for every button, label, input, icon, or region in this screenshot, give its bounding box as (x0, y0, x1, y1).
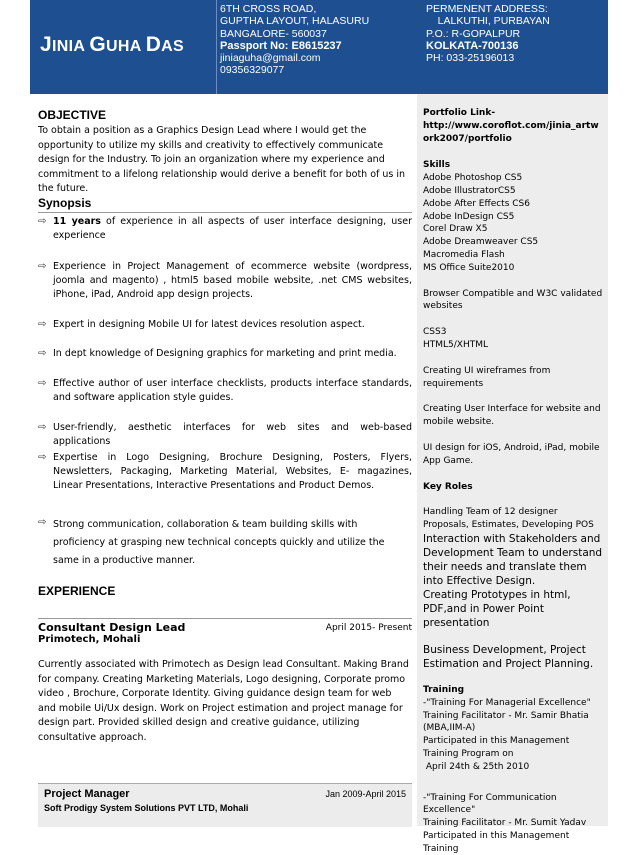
skill-note: HTML5/XHTML (423, 339, 489, 350)
skill-item: Adobe InDesign CS5 (423, 211, 515, 222)
current-address (220, 3, 369, 77)
role-item: Proposals, Estimates, Developing POS (423, 520, 594, 531)
skill-note: Creating User Interface for website and mobile website. (423, 404, 601, 428)
key-roles-heading: Key Roles (423, 481, 473, 492)
section-divider (38, 618, 412, 619)
skill-note: Browser Compatible and W3C validated websites (423, 288, 603, 312)
job-company: Soft Prodigy System Solutions PVT LTD, Mohali (44, 803, 249, 813)
job-dates: April 2015- Present (325, 623, 412, 633)
experience-heading: EXPERIENCE (38, 584, 116, 598)
skill-note: UI design for iOS, Android, iPad, mobile App Game. (423, 442, 600, 466)
objective-text: To obtain a position as a Graphics Design Lead where I would get the opportunity to utilize my skills and creativity to effectively communicate design for the Industry. To join an organization where my experience and commitment to a lifelong relationship would derive a benefit for both of us in the future. (38, 125, 406, 194)
phone-number: 09356329077 (220, 64, 285, 77)
training-heading: Training (423, 684, 465, 695)
synopsis-bullet: ⇨ In dept knowledge of Designing graphics for marketing and print media. (38, 348, 397, 359)
skill-item: Adobe Photoshop CS5 (423, 173, 523, 184)
job-entry (38, 783, 412, 827)
address-line: GUPTHA LAYOUT, HALASURU (220, 15, 370, 28)
role-item: Interaction with Stakeholders and Development Team to understand their needs and translate them into Effective Design. (423, 532, 603, 587)
portfolio-label: Portfolio Link- (423, 108, 496, 118)
sidebar (417, 94, 608, 854)
job-dates: Jan 2009-April 2015 (325, 789, 406, 799)
skill-item: Adobe Dreamweaver CS5 (423, 237, 539, 248)
arrow-icon: ⇨ (38, 517, 47, 528)
synopsis-bullet: ⇨ Expert in designing Mobile UI for latest devices resolution aspect. (38, 319, 365, 330)
training-line: Training Facilitator - Mr. Samir Bhatia (MBA,IIM-A) (423, 710, 589, 734)
training-line: Training Facilitator - Mr. Sumit Yadav (423, 818, 587, 829)
address-line: BANGALORE- 560037 (220, 27, 327, 40)
skill-note: CSS3 (423, 327, 447, 338)
role-item: Creating Prototypes in html, PDF,and in Power Point presentation (423, 588, 571, 629)
skill-item: Adobe After Effects CS6 (423, 198, 530, 209)
synopsis-bullet: ⇨ Expertise in Logo Designing, Brochure Designing, Posters, Flyers, Newsletters, Packaging, Marketing Material, Websites, E- magazines, Linear Presentations, Interactive Presentations and Product Demos. (38, 452, 412, 491)
job-description: Currently associated with Primotech as Design lead Consultant. Making Brand for company. Creating Marketing Materials, Logo designing, Corporate promo video , Brochure, Corporate Identity. Giving guidance design team for web and mobile Ui/Ux design. Work on Project estimation and project manage for design part. Provided skilled design and creative guidance, utilizing consultative approach. (38, 659, 409, 743)
arrow-icon: ⇨ (38, 348, 47, 359)
job-entry (38, 621, 412, 745)
synopsis-bullet: ⇨ User-friendly, aesthetic interfaces for web sites and web-based applications (38, 422, 412, 447)
section-divider (38, 212, 412, 213)
job-company: Primotech, Mohali (38, 634, 141, 645)
synopsis-bullet: ⇨ Experience in Project Management of ecommerce website (wordpress, joomla and magento) , html5 based mobile website, .net CMS websites, iPhone, iPad, Android app design projects. (38, 261, 412, 300)
synopsis-bullet: ⇨ 11 years of experience in all aspects of user interface designing, user experience (38, 216, 412, 241)
arrow-icon: ⇨ (38, 261, 47, 272)
candidate-name: JINIA GUHA DAS (40, 33, 184, 56)
arrow-icon: ⇨ (38, 319, 47, 330)
permanent-city: KOLKATA-700136 (426, 39, 519, 52)
address-line: PERMENENT ADDRESS: (426, 3, 548, 15)
permanent-phone: PH: 033-25196013 (426, 52, 515, 65)
synopsis-bullet: ⇨ Strong communication, collaboration & team building skills with proficiency at grasping new technical concepts quickly and utilize the same in a productive manner. (38, 517, 385, 566)
permanent-address (426, 3, 550, 64)
skill-item: Corel Draw X5 (423, 224, 488, 235)
objective-heading: OBJECTIVE (38, 108, 107, 122)
header-divider (216, 0, 217, 94)
arrow-icon: ⇨ (38, 378, 47, 389)
arrow-icon: ⇨ (38, 216, 47, 227)
role-item: Business Development, Project Estimation and Project Planning. (423, 643, 594, 670)
synopsis-heading: Synopsis (38, 196, 92, 210)
skill-item: Adobe IllustratorCS5 (423, 185, 516, 196)
address-line: 6TH CROSS ROAD, (220, 3, 317, 15)
email-address: jiniaguha@gmail.com (220, 52, 321, 65)
skills-heading: Skills (423, 160, 451, 171)
arrow-icon: ⇨ (38, 422, 47, 433)
role-item: Handling Team of 12 designer (423, 507, 558, 518)
training-line: Participated in this Management Training Program on (423, 736, 570, 759)
training-line: April 24th & 25th 2010 (423, 761, 530, 772)
address-line: LALKUTHI, PURBAYAN (426, 15, 550, 28)
skill-item: Macromedia Flash (423, 249, 505, 260)
synopsis-bullet: ⇨ Effective author of user interface checklists, products interface standards, and software application style guides. (38, 378, 412, 403)
training-line: Participated in this Management Training (423, 830, 570, 854)
skill-item: MS Office Suite2010 (423, 262, 515, 273)
job-title: Consultant Design Lead (38, 621, 186, 634)
training-line: -"Training For Communication Excellence" (423, 792, 557, 816)
training-line: -"Training For Managerial Excellence" (423, 697, 591, 708)
portfolio-link[interactable]: http://www.coroflot.com/jinia_artwork2007/portfolio (423, 120, 599, 144)
skill-note: Creating UI wireframes from requirements (423, 365, 551, 389)
job-title: Project Manager (44, 788, 130, 800)
arrow-icon: ⇨ (38, 452, 47, 463)
passport-number: Passport No: E8615237 (220, 39, 342, 52)
address-line: P.O.: R-GOPALPUR (426, 27, 521, 40)
resume-header (30, 0, 608, 94)
